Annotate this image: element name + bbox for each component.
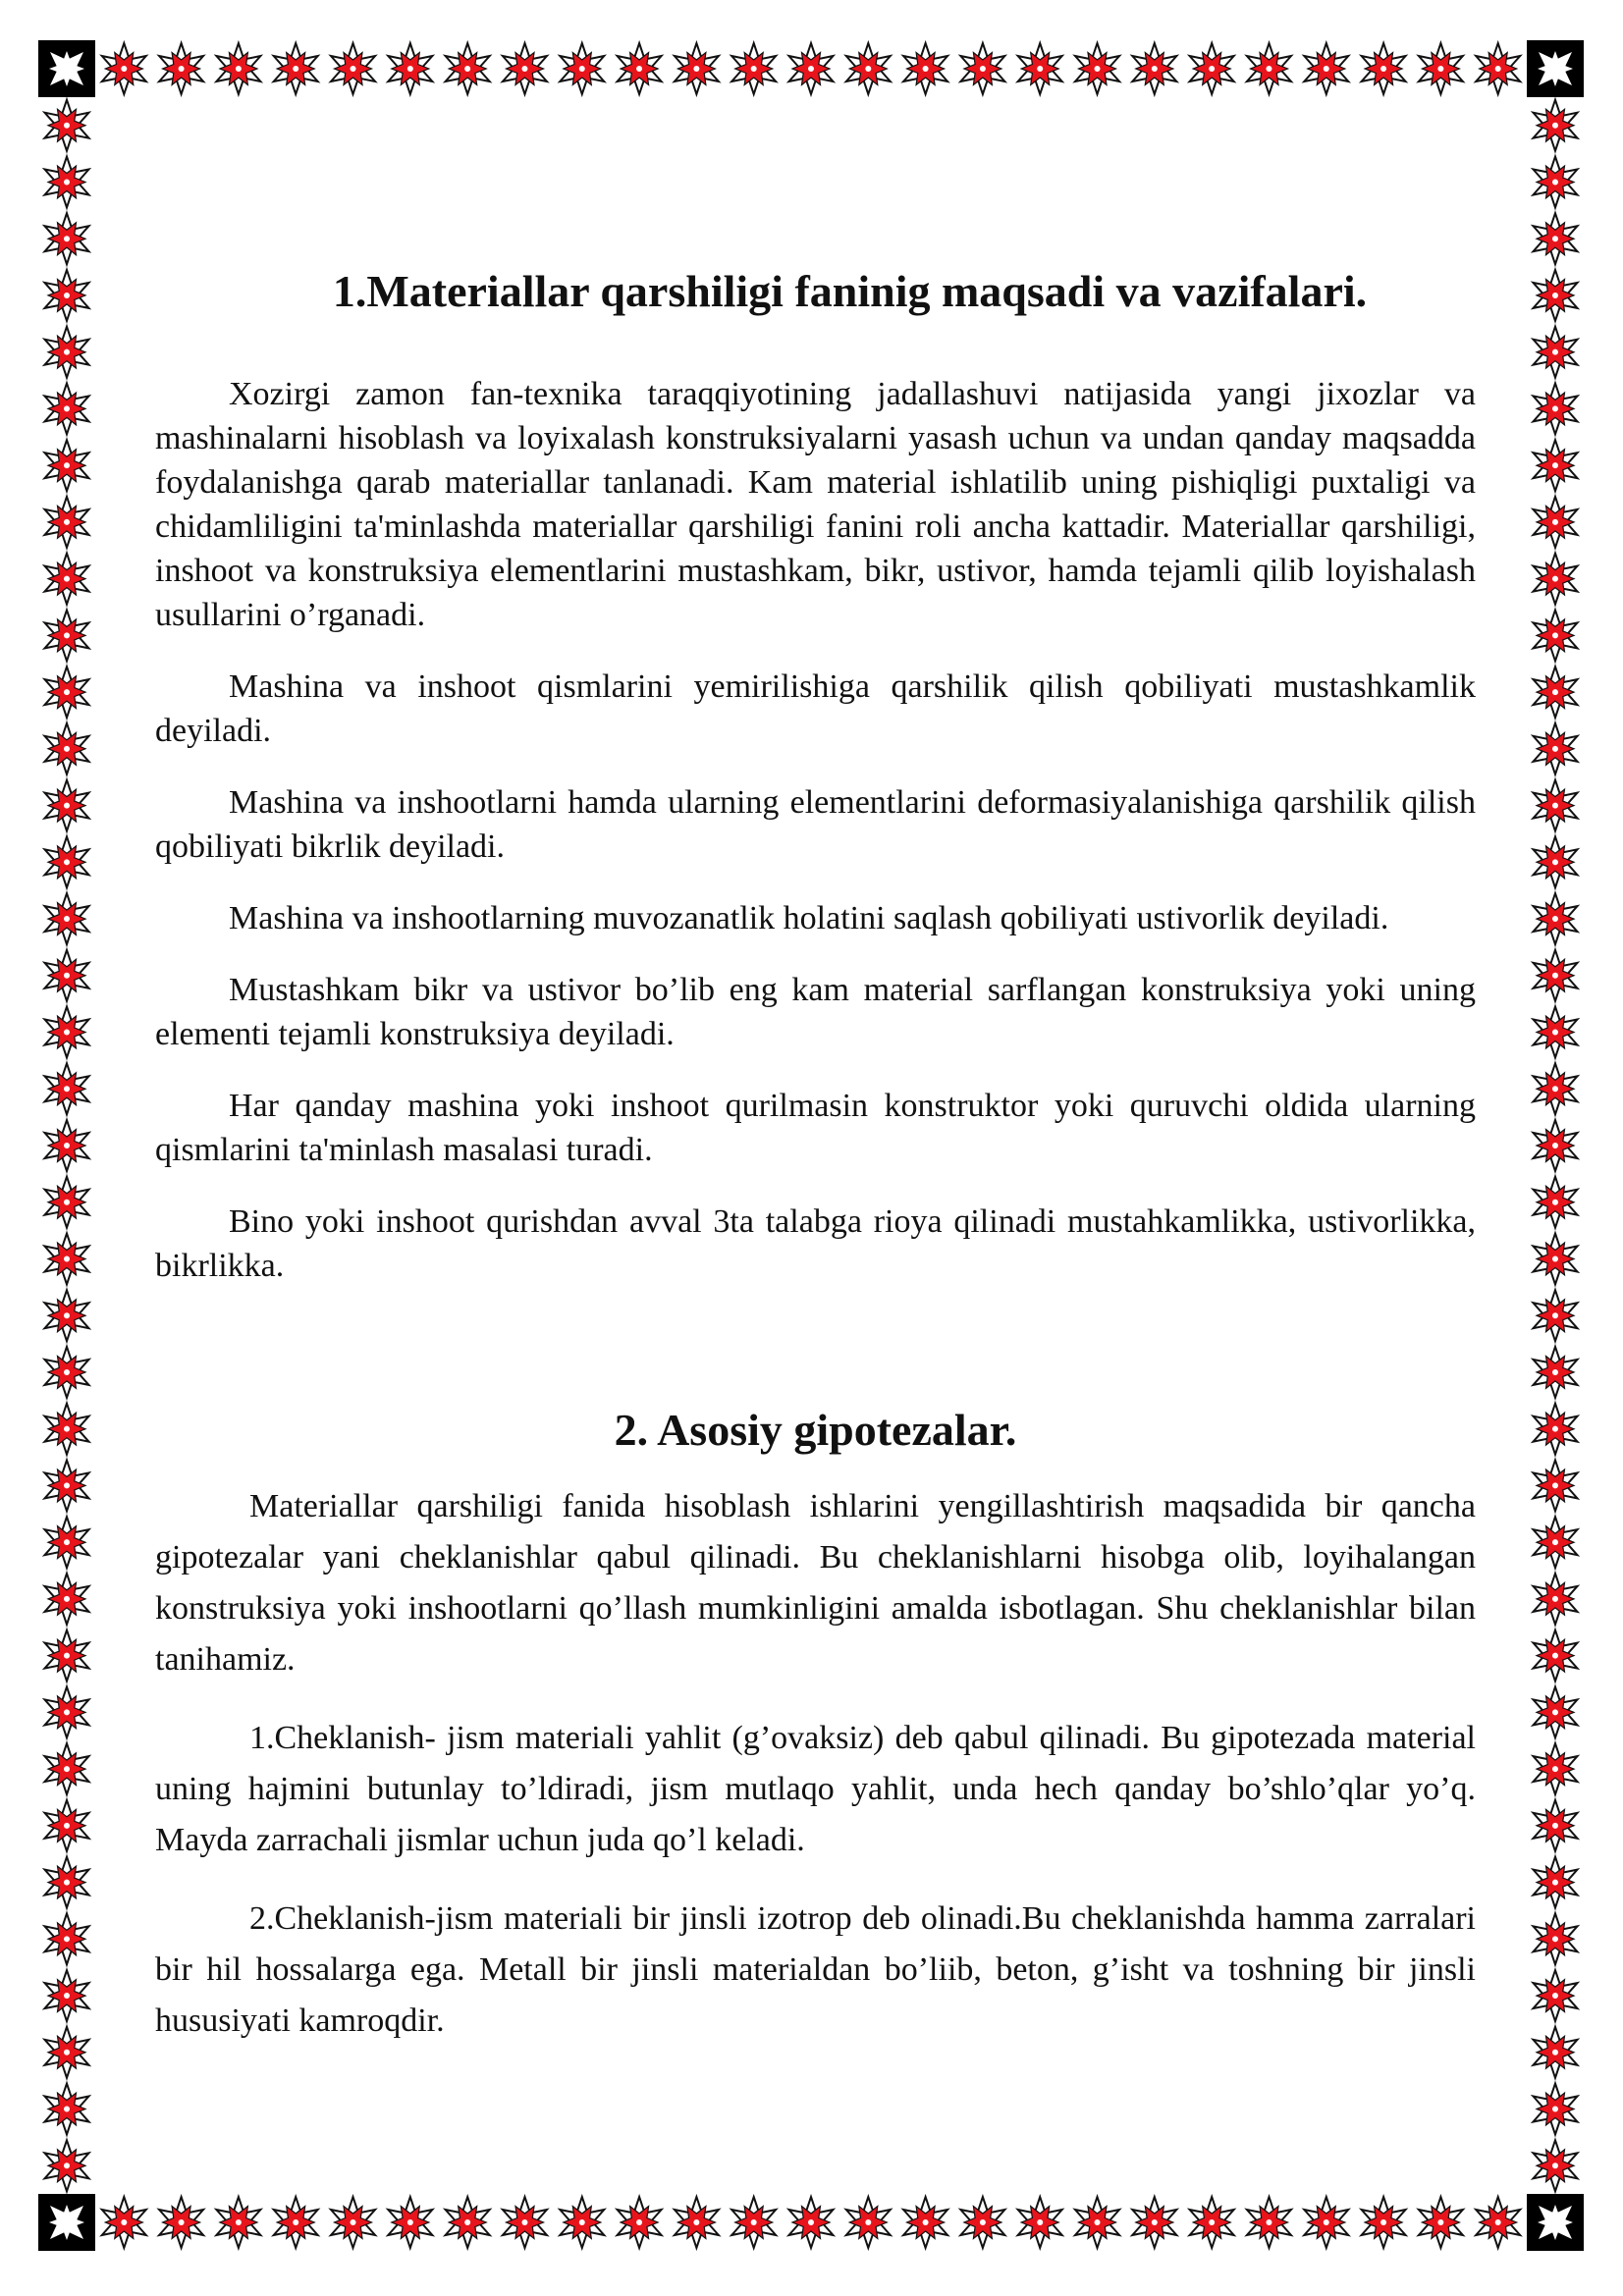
border-star-icon <box>446 2197 490 2248</box>
border-star-icon <box>1132 43 1176 94</box>
border-star-icon <box>1419 2197 1463 2248</box>
border-star-icon <box>45 1913 89 1964</box>
border-star-icon <box>503 2197 547 2248</box>
border-star-icon <box>45 440 89 491</box>
border-star-icon <box>1534 1913 1578 1964</box>
border-star-icon <box>45 1800 89 1851</box>
border-star-icon <box>1534 610 1578 661</box>
border-star-icon <box>560 2197 604 2248</box>
border-star-icon <box>675 43 719 94</box>
border-star-icon <box>618 2197 662 2248</box>
border-star-icon <box>45 1574 89 1625</box>
border-star-icon <box>1075 2197 1119 2248</box>
border-star-icon <box>45 1404 89 1455</box>
border-star-icon <box>1534 554 1578 605</box>
border-star-icon <box>331 2197 375 2248</box>
border-star-icon <box>1534 2140 1578 2191</box>
border-star-icon <box>960 2197 1004 2248</box>
border-corner-icon <box>1527 40 1584 97</box>
border-corner-icon <box>38 40 95 97</box>
border-star-icon <box>1534 1743 1578 1794</box>
border-star-icon <box>1075 43 1119 94</box>
border-star-icon <box>45 723 89 774</box>
border-star-icon <box>1534 1630 1578 1682</box>
border-corner-icon <box>38 2194 95 2251</box>
border-star-icon <box>1534 2027 1578 2078</box>
border-star-icon <box>45 610 89 661</box>
border-star-icon <box>45 1007 89 1058</box>
section-1-paragraph-1: Xozirgi zamon fan-texnika taraqqiyotining jadallashuvi natijasida yangi jixozlar va mashinalarni hisoblash va loyixalash konstruksiyalarni yasash uchun va undan qanday maqsadda foydalanishga qarab materiallar tanlanadi. Kam material ishlatilib uning pishiqligi puxtaligi va chidamliligini ta'minlashda materiallar qarshiligi fanini roli ancha kattadir. Materiallar qarshiligi, inshoot va konstruksiya elementlarini mustashkam, bikr, ustivor, hamda tejamli qilib loyishalash usullarini o’rganadi. <box>155 376 1476 633</box>
border-star-icon <box>1190 2197 1234 2248</box>
border-star-icon <box>960 43 1004 94</box>
border-star-icon <box>45 1347 89 1398</box>
border-star-icon <box>675 2197 719 2248</box>
border-star-icon <box>1534 440 1578 491</box>
border-star-icon <box>45 1686 89 1737</box>
border-star-icon <box>846 43 891 94</box>
border-star-icon <box>1534 157 1578 208</box>
border-star-icon <box>1362 43 1406 94</box>
border-star-icon <box>1534 1120 1578 1171</box>
border-star-icon <box>1534 1686 1578 1737</box>
border-star-icon <box>1304 2197 1348 2248</box>
border-star-icon <box>1534 1177 1578 1228</box>
border-star-icon <box>1419 43 1463 94</box>
border-corner-icon <box>1527 2194 1584 2251</box>
page-content <box>155 236 1476 2047</box>
border-star-icon <box>216 2197 260 2248</box>
section-1-paragraph-6: Har qanday mashina yoki inshoot qurilmasin konstruktor yoki quruvchi oldida ularning qismlarini ta'minlash masalasi turadi. <box>155 1088 1476 1168</box>
border-star-icon <box>45 950 89 1001</box>
section-1-paragraph-5: Mustashkam bikr va ustivor bo’lib eng kam material sarflangan konstruksiya yoki uning elementi tejamli konstruksiya deyiladi. <box>155 972 1476 1052</box>
border-star-icon <box>1534 1517 1578 1568</box>
border-star-icon <box>45 100 89 151</box>
border-star-icon <box>45 893 89 944</box>
border-star-icon <box>1534 2084 1578 2135</box>
border-star-icon <box>1534 950 1578 1001</box>
border-star-icon <box>45 1290 89 1341</box>
border-star-icon <box>45 1743 89 1794</box>
border-star-icon <box>789 43 834 94</box>
border-star-icon <box>331 43 375 94</box>
border-star-icon <box>45 667 89 718</box>
border-star-icon <box>1304 43 1348 94</box>
border-star-icon <box>1534 270 1578 321</box>
border-star-icon <box>45 213 89 264</box>
border-star-icon <box>1534 1800 1578 1851</box>
border-star-icon <box>45 554 89 605</box>
border-star-icon <box>1534 1970 1578 2021</box>
border-star-icon <box>216 43 260 94</box>
section-1-paragraph-3: Mashina va inshootlarni hamda ularning elementlarini deformasiyalanishiga qarshilik qilish qobiliyati bikrlik deyiladi. <box>155 784 1476 865</box>
border-star-icon <box>1534 1234 1578 1285</box>
border-star-icon <box>1534 497 1578 548</box>
border-star-icon <box>1534 383 1578 434</box>
border-star-icon <box>1534 1347 1578 1398</box>
border-star-icon <box>903 43 947 94</box>
border-star-icon <box>1018 2197 1062 2248</box>
border-star-icon <box>1534 1404 1578 1455</box>
border-star-icon <box>45 2027 89 2078</box>
border-star-icon <box>1534 780 1578 831</box>
section-2-title: 2. Asosiy gipotezalar. <box>614 1405 1017 1455</box>
border-star-icon <box>789 2197 834 2248</box>
border-star-icon <box>45 1120 89 1171</box>
border-star-icon <box>1534 1063 1578 1114</box>
border-star-icon <box>388 43 432 94</box>
border-star-icon <box>45 1177 89 1228</box>
border-star-icon <box>1190 43 1234 94</box>
border-star-icon <box>45 497 89 548</box>
border-star-icon <box>1247 2197 1291 2248</box>
border-star-icon <box>102 2197 146 2248</box>
border-star-icon <box>1534 893 1578 944</box>
border-star-icon <box>1534 327 1578 378</box>
border-star-icon <box>1534 836 1578 887</box>
border-star-icon <box>45 1460 89 1511</box>
border-star-icon <box>731 2197 776 2248</box>
border-star-icon <box>274 43 318 94</box>
border-star-icon <box>102 43 146 94</box>
border-star-icon <box>45 2084 89 2135</box>
border-star-icon <box>45 1970 89 2021</box>
section-1-paragraph-4: Mashina va inshootlarning muvozanatlik holatini saqlash qobiliyati ustivorlik deyiladi. <box>229 900 1389 936</box>
section-1-paragraph-2: Mashina va inshoot qismlarini yemirilishiga qarshilik qilish qobiliyati mustashkamlik deyiladi. <box>155 668 1476 749</box>
border-star-icon <box>45 780 89 831</box>
border-star-icon <box>45 1630 89 1682</box>
border-star-icon <box>45 836 89 887</box>
section-2-paragraph-3: 2.Cheklanish-jism materiali bir jinsli izotrop deb olinadi.Bu cheklanishda hamma zarralari bir hil hossalarga ega. Metall bir jinsli materialdan bo’liib, beton, g’isht va toshning bir jinsli hususiyati kamroqdir. <box>155 1900 1476 2039</box>
border-star-icon <box>1534 213 1578 264</box>
border-star-icon <box>274 2197 318 2248</box>
border-star-icon <box>45 157 89 208</box>
border-star-icon <box>1132 2197 1176 2248</box>
border-star-icon <box>560 43 604 94</box>
border-star-icon <box>45 327 89 378</box>
border-star-icon <box>45 383 89 434</box>
border-star-icon <box>45 1857 89 1908</box>
border-star-icon <box>45 270 89 321</box>
border-star-icon <box>1018 43 1062 94</box>
border-star-icon <box>903 2197 947 2248</box>
section-2-paragraph-1: Materiallar qarshiligi fanida hisoblash ishlarini yengillashtirish maqsadida bir qancha gipotezalar yani cheklanishlar qabul qilinadi. Bu cheklanishlarni hisobga olib, loyihalangan konstruksiya yoki inshootlarni qo’llash mumkinligini amalda isbotlagan. Shu cheklanishlar bilan tanihamiz. <box>155 1488 1476 1678</box>
border-star-icon <box>45 1517 89 1568</box>
border-star-icon <box>159 43 203 94</box>
border-star-icon <box>1534 667 1578 718</box>
border-star-icon <box>1247 43 1291 94</box>
section-2-paragraph-2: 1.Cheklanish- jism materiali yahlit (g’ovaksiz) deb qabul qilinadi. Bu gipotezada material uning hajmini butunlay to’ldiradi, jism mutlaqo yahlit, unda hech qanday bo’shlo’qlar yo’q. Mayda zarrachali jismlar uchun juda qo’l keladi. <box>155 1720 1476 1858</box>
section-1-paragraph-7: Bino yoki inshoot qurishdan avval 3ta talabga rioya qilinadi mustahkamlikka, ustivorlikka, bikrlikka. <box>155 1203 1476 1284</box>
border-star-icon <box>1534 100 1578 151</box>
border-star-icon <box>1534 1857 1578 1908</box>
border-star-icon <box>1476 43 1520 94</box>
border-star-icon <box>731 43 776 94</box>
border-star-icon <box>846 2197 891 2248</box>
border-star-icon <box>45 1234 89 1285</box>
border-star-icon <box>1534 1007 1578 1058</box>
border-star-icon <box>503 43 547 94</box>
border-star-icon <box>446 43 490 94</box>
border-star-icon <box>388 2197 432 2248</box>
border-star-icon <box>1534 723 1578 774</box>
border-star-icon <box>1476 2197 1520 2248</box>
border-star-icon <box>1534 1290 1578 1341</box>
border-star-icon <box>1534 1574 1578 1625</box>
border-star-icon <box>159 2197 203 2248</box>
border-star-icon <box>45 1063 89 1114</box>
border-star-icon <box>618 43 662 94</box>
border-star-icon <box>1362 2197 1406 2248</box>
border-star-icon <box>45 2140 89 2191</box>
border-star-icon <box>1534 1460 1578 1511</box>
section-1-title: 1.Materiallar qarshiligi faninig maqsadi va vazifalari. <box>332 266 1368 316</box>
